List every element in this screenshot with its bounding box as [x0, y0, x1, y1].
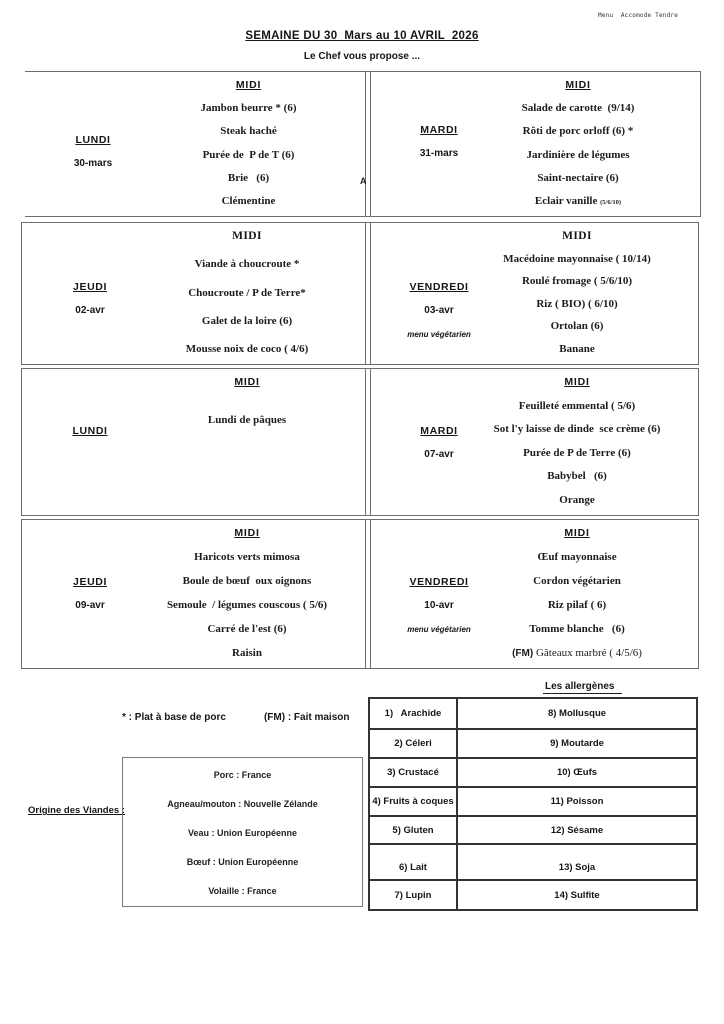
menu-row-week2-mon-tue [21, 368, 699, 516]
day-label-group [34, 576, 146, 611]
day-date: 07-avr [424, 449, 454, 460]
menu-items-list [137, 520, 357, 668]
menu-item: Steak haché [220, 125, 277, 138]
menu-box-jeudi-02-avr [22, 223, 366, 364]
meal-header: MIDI [234, 527, 260, 539]
menu-item-text: Gâteaux marbré ( 4/5/6) [535, 647, 642, 659]
day-label-group [34, 281, 146, 316]
allergens-table [368, 697, 698, 911]
menu-items-list [137, 223, 357, 364]
footnote [122, 712, 350, 723]
allergen-cell: 1) Arachide [370, 699, 458, 728]
menu-row-week2-thu-fri [21, 519, 699, 669]
allergen-cell: 3) Crustacé [370, 757, 458, 786]
menu-row-week1-mon-tue [25, 71, 701, 217]
menu-item: Salade de carotte (9/14) [521, 102, 635, 115]
menu-items-list [140, 72, 357, 216]
day-name: JEUDI [73, 576, 107, 588]
pork-note: * : Plat à base de porc [122, 712, 226, 723]
day-date: 10-avr [424, 600, 454, 611]
menu-items-list [466, 520, 688, 668]
fait-maison-tag: (FM) [512, 648, 536, 659]
menu-item: Sot l'y laisse de dinde sce crème (6) [493, 423, 661, 436]
meal-header: MIDI [232, 230, 262, 242]
allergen-cell: 12) Sésame [458, 815, 696, 843]
menu-item: Riz pilaf ( 6) [547, 599, 607, 611]
allergen-cell: 6) Lait [370, 843, 458, 879]
menu-item: Rôti de porc orloff (6) * [522, 125, 634, 138]
page-title [0, 30, 724, 42]
allergens-heading: Les allergènes [543, 681, 622, 694]
menu-item [535, 195, 621, 207]
menu-item: Orange [559, 493, 595, 506]
menu-item: Feuilleté emmental ( 5/6) [518, 399, 636, 412]
day-name: MARDI [420, 124, 458, 136]
origins-label: Origine des Viandes : [28, 805, 125, 816]
day-date: 02-avr [75, 305, 105, 316]
stray-letter: A [360, 176, 367, 186]
meal-header: MIDI [235, 79, 262, 91]
origin-line: Volaille : France [208, 886, 277, 896]
menu-item: Tomme blanche (6) [529, 623, 625, 635]
menu-items-list [137, 369, 357, 515]
menu-box-lundi-30-mars [25, 72, 366, 216]
menu-item: Choucroute / P de Terre* [188, 286, 306, 299]
allergen-cell: 7) Lupin [370, 879, 458, 909]
menu-item: Babybel (6) [547, 470, 607, 483]
menu-box-mardi-07-avr [370, 369, 698, 515]
menu-item: Saint-nectaire (6) [537, 171, 619, 184]
origin-line: Veau : Union Européenne [187, 828, 297, 838]
menu-items-list [466, 223, 688, 364]
origin-line: Agneau/mouton : Nouvelle Zélande [167, 799, 318, 809]
menu-item: Semoule / légumes couscous ( 5/6) [166, 599, 328, 611]
day-name: LUNDI [72, 425, 108, 437]
menu-box-lundi-paques [22, 369, 366, 515]
menu-box-vendredi-03-avr [370, 223, 698, 364]
menu-box-mardi-31-mars [370, 72, 700, 216]
menu-item: Viande à choucroute * [194, 258, 300, 271]
menu-item: Lundi de pâques [207, 414, 287, 426]
vegetarian-note: menu végétarien [407, 625, 471, 634]
meal-header: MIDI [565, 79, 591, 91]
menu-item: Brie (6) [227, 171, 270, 184]
meal-header: MIDI [562, 230, 592, 242]
allergen-cell: 14) Sulfite [458, 879, 696, 909]
menu-item: Roulé fromage ( 5/6/10) [521, 275, 633, 288]
menu-item: Œuf mayonnaise [537, 551, 617, 563]
allergen-cell: 4) Fruits à coques [370, 786, 458, 815]
menu-item: Purée de P de T (6) [202, 148, 295, 161]
menu-item: Purée de P de Terre (6) [523, 446, 631, 459]
corner-note: Menu Accomode Tendre [598, 12, 679, 19]
menu-item: Raisin [232, 647, 262, 659]
menu-item-text: Eclair vanille [534, 194, 601, 207]
menu-item: Ortolan (6) [550, 320, 604, 333]
day-date: 30-mars [73, 158, 113, 169]
origins-box [122, 757, 363, 907]
day-name: VENDREDI [409, 576, 469, 588]
menu-item: Haricots verts mimosa [194, 551, 300, 563]
menu-item: Cordon végétarien [533, 575, 621, 587]
origin-line: Bœuf : Union Européenne [186, 857, 299, 867]
menu-row-week1-thu-fri [21, 222, 699, 365]
menu-item: Carré de l'est (6) [207, 623, 287, 635]
day-label-group [37, 134, 149, 169]
day-label-group [34, 425, 146, 437]
fait-maison-note: (FM) : Fait maison [263, 712, 350, 723]
meal-header: MIDI [564, 376, 590, 388]
allergen-codes: (5/6/10) [600, 198, 622, 206]
menu-item: Clémentine [221, 194, 276, 207]
allergen-cell: 9) Moutarde [458, 728, 696, 757]
allergen-cell: 10) Œufs [458, 757, 696, 786]
allergen-cell: 5) Gluten [370, 815, 458, 843]
page-title-text: SEMAINE DU 30 Mars au 10 AVRIL 2026 [245, 30, 479, 42]
menu-items-list [466, 369, 688, 515]
page-subtitle: Le Chef vous propose ... [303, 51, 421, 62]
day-date: 31-mars [419, 148, 459, 159]
menu-items-list [466, 72, 690, 216]
day-date: 03-avr [424, 305, 454, 316]
origin-line: Porc : France [213, 770, 272, 780]
day-name: JEUDI [73, 281, 107, 293]
menu-item: Galet de la loire (6) [201, 314, 293, 327]
day-name: LUNDI [75, 134, 111, 146]
menu-item: Banane [559, 342, 595, 355]
menu-box-vendredi-10-avr [370, 520, 698, 668]
menu-item: Boule de bœuf oux oignons [182, 575, 312, 587]
vegetarian-note: menu végétarien [407, 330, 471, 339]
allergen-cell: 8) Mollusque [547, 708, 607, 719]
menu-item: Riz ( BIO) ( 6/10) [536, 297, 618, 310]
meal-header: MIDI [564, 527, 590, 539]
menu-box-jeudi-09-avr [22, 520, 366, 668]
menu-item [512, 647, 642, 659]
menu-item: Jardinière de légumes [526, 148, 630, 161]
allergen-cell: 13) Soja [458, 843, 696, 879]
allergen-cell: 2) Céleri [370, 728, 458, 757]
allergen-cell: 11) Poisson [458, 786, 696, 815]
day-name: MARDI [420, 425, 458, 437]
meal-header: MIDI [234, 376, 260, 388]
day-date: 09-avr [75, 600, 105, 611]
day-name: VENDREDI [409, 281, 469, 293]
menu-item: Macédoine mayonnaise ( 10/14) [503, 252, 651, 265]
menu-item: Jambon beurre * (6) [200, 102, 297, 115]
menu-item: Mousse noix de coco ( 4/6) [185, 343, 309, 355]
